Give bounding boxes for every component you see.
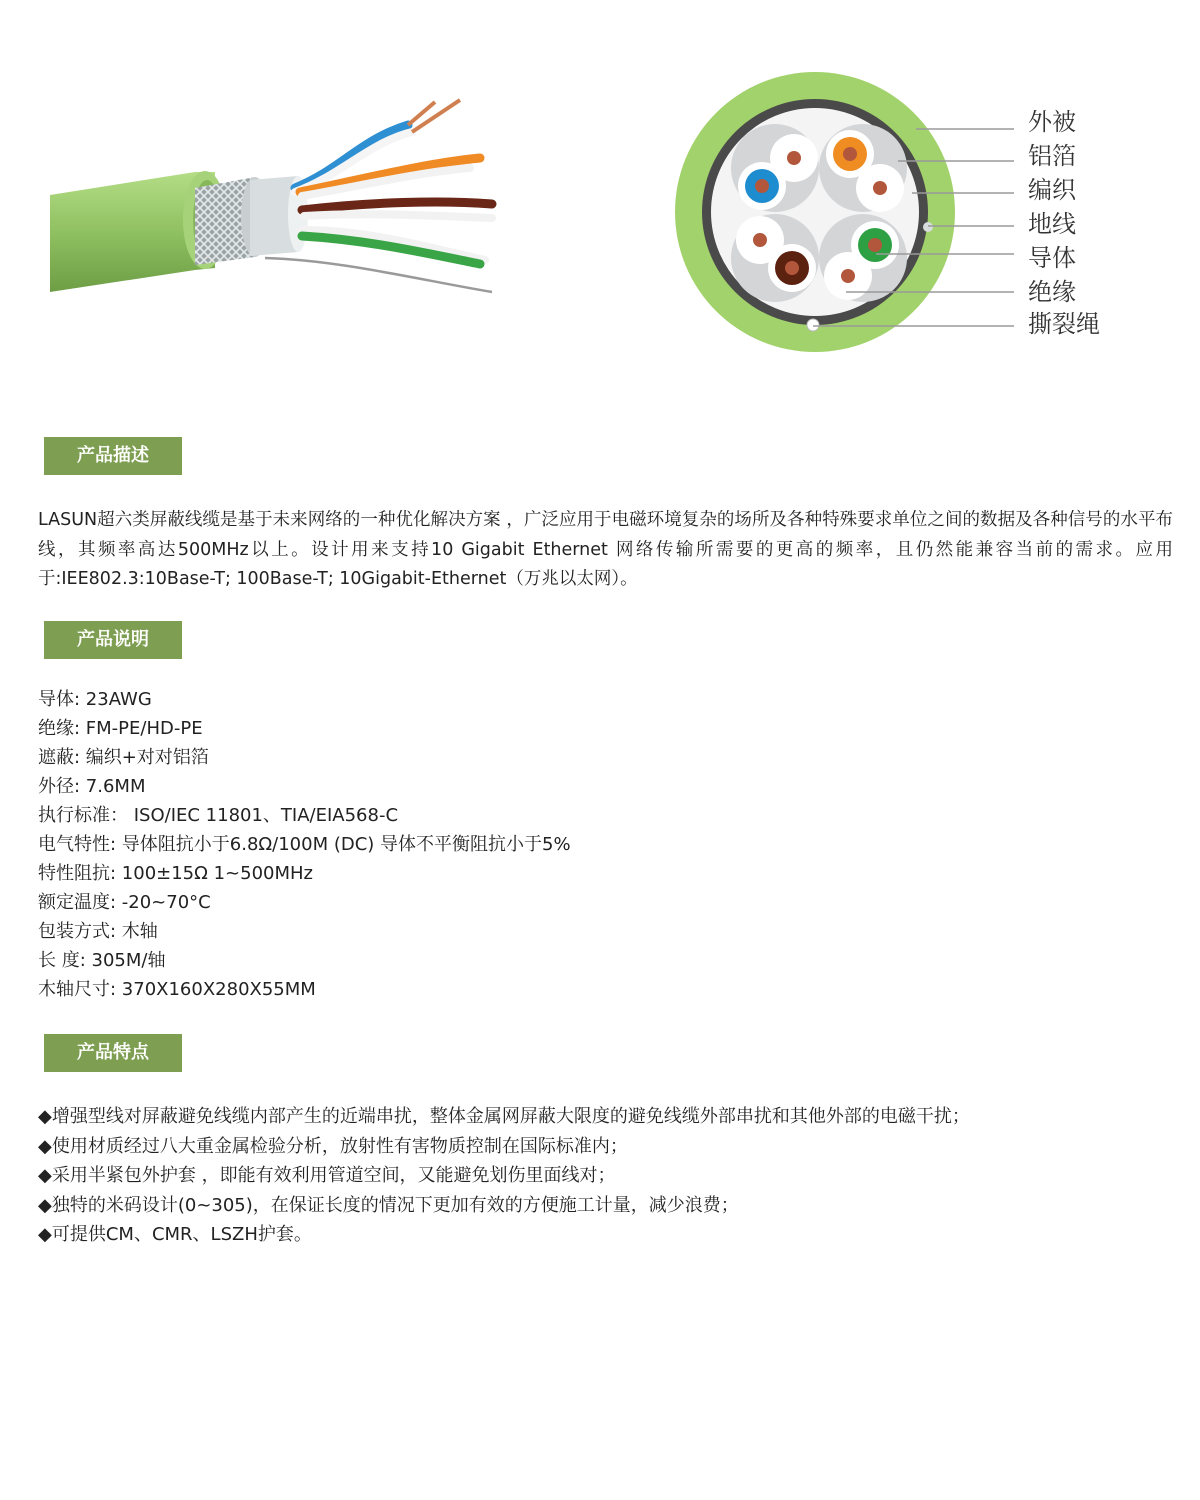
feature-item: ◆采用半紧包外护套 ，即能有效利用管道空间，又能避免划伤里面线对； — [38, 1165, 616, 1186]
label-outer-jacket: 外被 — [1028, 108, 1076, 136]
feature-item: ◆可提供CM、CMR、LSZH护套。 — [38, 1224, 312, 1245]
spec-item: 电气特性: 导体阻抗小于6.8Ω/100M (DC) 导体不平衡阻抗小于5% — [38, 834, 571, 855]
spec-item: 额定温度: -20~70°C — [38, 892, 211, 913]
section-tag-specs: 产品说明 — [44, 621, 182, 659]
spec-item: 特性阻抗: 100±15Ω 1~500MHz — [38, 863, 314, 884]
label-aluminum-foil: 铝箔 — [1028, 142, 1076, 170]
spec-list — [38, 685, 571, 1004]
label-braid: 编织 — [1028, 176, 1076, 204]
spec-item: 遮蔽: 编织+对对铝箔 — [38, 747, 209, 768]
spec-item: 包装方式: 木轴 — [38, 921, 158, 942]
spec-item: 外径: 7.6MM — [38, 776, 146, 797]
label-drain-wire: 地线 — [1028, 210, 1076, 238]
spec-item: 长 度: 305M/轴 — [38, 950, 166, 971]
product-hero — [0, 0, 1200, 400]
feature-item: ◆使用材质经过八大重金属检验分析，放射性有害物质控制在国际标准内； — [38, 1135, 628, 1157]
label-conductor: 导体 — [1028, 244, 1076, 272]
section-tag-features: 产品特点 — [44, 1034, 182, 1072]
feature-list — [38, 1102, 970, 1250]
spec-item: 导体: 23AWG — [38, 689, 152, 710]
label-insulation: 绝缘 — [1028, 278, 1076, 306]
spec-item: 执行标准： ISO/IEC 11801、TIA/EIA568-C — [38, 805, 399, 826]
label-ripcord: 撕裂绳 — [1028, 310, 1100, 338]
feature-item: ◆独特的米码设计(0~305)，在保证长度的情况下更加有效的方便施工计量，减少浪费； — [38, 1194, 739, 1216]
feature-item: ◆增强型线对屏蔽避免线缆内部产生的近端串扰，整体金属网屏蔽大限度的避免线缆外部串扰和其他外部的电磁干扰； — [38, 1106, 970, 1127]
leader-lines — [0, 0, 1200, 400]
section-tag-description: 产品描述 — [44, 437, 182, 475]
product-description: LASUN超六类屏蔽线缆是基于未来网络的一种优化解决方案 ，广泛应用于电磁环境复杂的场所及各种特殊要求单位之间的数据及各种信号的水平布线，其频率高达500MHz以上。设计用来支持10 Gigabit Ethernet 网络传输所需要的更高的频率，且仍然能兼容当前的需求。应用于:IEE802.3:10Base-T; 100Base-T; 10Gigabit-Ethernet（万兆以太网）。 — [38, 510, 1173, 589]
spec-item: 木轴尺寸: 370X160X280X55MM — [38, 979, 316, 1000]
spec-item: 绝缘: FM-PE/HD-PE — [38, 718, 203, 739]
